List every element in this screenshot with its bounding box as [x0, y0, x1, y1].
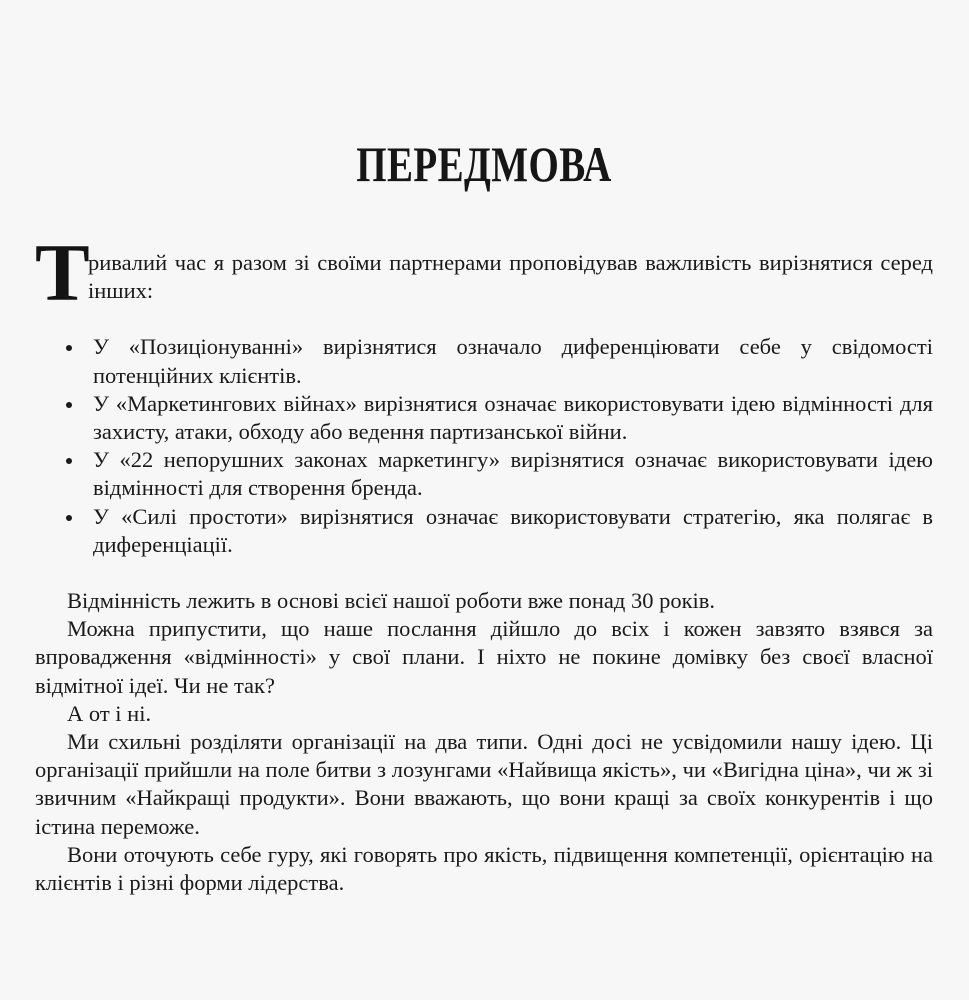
bullet-icon: [66, 402, 72, 408]
bullet-item: [35, 446, 933, 502]
paragraph: Вони оточують себе гуру, які говорять про якість, підвищення компетенції, орієнтацію на клієнтів і різні форми лідерства.: [35, 841, 933, 896]
bullet-icon: [66, 458, 72, 464]
bullet-item: [35, 390, 933, 446]
bullet-item: [35, 333, 933, 389]
bullet-icon: [66, 345, 72, 351]
paragraph: А от і ні.: [67, 700, 152, 726]
bullet-icon: [66, 515, 72, 521]
body-text: [35, 227, 933, 897]
bullet-text: У «Силі простоти» вирізнятися означає використовувати стратегію, яка полягає в диференціації.: [93, 503, 933, 557]
paragraphs: [35, 587, 933, 897]
page-title: ПЕРЕДМОВА: [356, 135, 612, 192]
paragraph: Ми схильні розділяти організації на два типи. Одні досі не усвідомили нашу ідею. Ці організації прийшли на поле битви з лозунгами «Найвища якість», чи «Вигідна ціна», чи ж зі звичним «Найкращі продукти». Вони вважають, що вони кращі за своїх конкурентів і що істина переможе.: [35, 729, 933, 839]
lead-paragraph: [35, 227, 933, 318]
bullet-item: [35, 503, 933, 559]
paragraph: Відмінність лежить в основі всієї нашої роботи вже понад 30 років.: [67, 588, 716, 614]
lead-text: ривалий час я разом зі своїми партнерами проповідував важливість вирізнятися серед інших:: [88, 250, 933, 304]
bullet-text: У «22 непорушних законах маркетингу» вирізнятися означає використовувати ідею відмінності для створення бренда.: [93, 447, 933, 501]
bullet-text: У «Маркетингових війнах» вирізнятися означає використовувати ідею відмінності для захисту, атаки, обходу або ведення партизанської війни.: [93, 390, 933, 445]
drop-cap: Т: [35, 227, 90, 318]
bullet-text: У «Позиціонуванні» вирізнятися означало диференціювати себе у свідомості потенційних клієнтів.: [93, 334, 933, 388]
paragraph: Можна припустити, що наше послання дійшло до всіх і кожен завзято взявся за впровадження «відмінності» у свої плани. І ніхто не покине домівку без своєї власної відмітної ідеї. Чи не так?: [35, 616, 933, 698]
bullet-list: [35, 333, 933, 559]
